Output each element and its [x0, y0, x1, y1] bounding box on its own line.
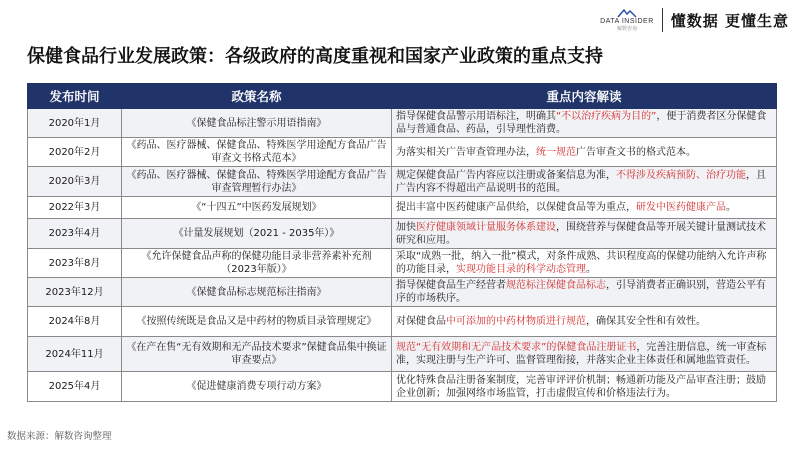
table-row [28, 197, 777, 219]
table-row [28, 337, 777, 372]
row-date: 2024年11月 [28, 337, 122, 372]
table-row [28, 219, 777, 249]
content-text: 。 [586, 264, 596, 275]
content-text: 采取“成熟一批，纳入一批”模式，对条件成熟、共识程度高的保健功能纳入允许声称的功能目录， [396, 251, 767, 275]
table-row [28, 138, 777, 167]
page-title: 保健食品行业发展政策：各级政府的高度重视和国家产业政策的重点支持 [27, 46, 603, 67]
highlighted-text: 医疗健康领域计量服务体系建设 [416, 221, 556, 233]
table-row [28, 167, 777, 197]
content-text: ，围绕营养与保健食品等开展关键计量测试技术研究和应用。 [396, 221, 766, 246]
content-text: 。 [726, 202, 736, 213]
row-date: 2023年8月 [28, 249, 122, 278]
row-key-content [392, 138, 777, 167]
slogan: 懂数据 更懂生意 [670, 11, 789, 30]
table-header-row [28, 84, 777, 109]
content-text: ，便于消费者区分保健食品与普通食品、药品，引导理性消费。 [396, 111, 767, 135]
content-text: ，且广告内容不得超出产品说明书的范围。 [396, 169, 766, 194]
header-brand [600, 4, 789, 36]
highlighted-text: 规范标注保健食品标志 [506, 280, 606, 291]
content-text: 对保健食品 [396, 316, 446, 327]
row-date: 2023年12月 [28, 278, 122, 307]
row-policy-name: 《药品、医疗器械、保健食品、特殊医学用途配方食品广告审查文书格式范本》 [122, 138, 392, 167]
row-date: 2023年4月 [28, 219, 122, 249]
row-policy-name: 《保健食品标志规范标注指南》 [122, 278, 392, 307]
logo-text-en: DATA INSIDER [600, 18, 654, 25]
row-policy-name: 《计量发展规划（2021 - 2035年）》 [122, 219, 392, 249]
content-text: ，完善注册信息，统一审查标准，实现注册与生产许可、监督管理衔接，并落实企业主体责任和属地监管责任。 [396, 342, 767, 366]
highlighted-text: 中可添加的中药材物质进行规范 [446, 316, 586, 327]
row-key-content [392, 109, 777, 138]
row-date: 2020年1月 [28, 109, 122, 138]
row-key-content [392, 337, 777, 372]
header-key-content: 重点内容解读 [392, 84, 777, 109]
row-policy-name: 《保健食品标注警示用语指南》 [122, 109, 392, 138]
highlighted-text: “不以治疗疾病为目的” [556, 111, 657, 122]
content-text: 指导保健食品生产经营者 [396, 280, 506, 291]
row-date: 2025年4月 [28, 372, 122, 402]
content-text: 提出丰富中医药健康产品供给，以保健食品等为重点， [396, 202, 636, 213]
row-key-content [392, 167, 777, 197]
row-date: 2024年8月 [28, 307, 122, 337]
row-key-content [392, 249, 777, 278]
row-key-content [392, 197, 777, 219]
table-row [28, 307, 777, 337]
row-date: 2020年2月 [28, 138, 122, 167]
content-text: 指导保健食品警示用语标注，明确其 [396, 111, 556, 122]
content-text: ，引导消费者正确识别，营造公平有序的市场秩序。 [396, 280, 766, 304]
row-policy-name: 《允许保健食品声称的保健功能目录非营养素补充剂（2023年版）》 [122, 249, 392, 278]
table-row [28, 278, 777, 307]
highlighted-text: 实现功能目录的科学动态管理 [456, 264, 586, 275]
content-text: ，确保其安全性和有效性。 [586, 316, 706, 327]
row-date: 2020年3月 [28, 167, 122, 197]
header-policy-name: 政策名称 [122, 84, 392, 109]
row-policy-name: 《在产在售“无有效期和无产品技术要求”保健食品集中换证审查要点》 [122, 337, 392, 372]
row-policy-name: 《按照传统既是食品又是中药材的物质目录管理规定》 [122, 307, 392, 337]
row-key-content [392, 372, 777, 402]
row-key-content [392, 307, 777, 337]
content-text: 规定保健食品广告内容应以注册或备案信息为准， [396, 169, 616, 181]
row-date: 2022年3月 [28, 197, 122, 219]
content-text: 加快 [396, 221, 416, 233]
highlighted-text: 不得涉及疾病预防、治疗功能 [616, 169, 746, 181]
row-key-content [392, 219, 777, 249]
content-text: 优化特殊食品注册备案制度，完善审评评价机制；畅通新功能及产品审查注册；鼓励企业创新；加强网络市场监管，打击虚假宣传和价格违法行为。 [396, 374, 766, 399]
logo-text-cn: 解数咨询 [616, 26, 637, 32]
row-policy-name: 《药品、医疗器械、保健食品、特殊医学用途配方食品广告审查管理暂行办法》 [122, 167, 392, 197]
header-date: 发布时间 [28, 84, 122, 109]
policy-table [27, 83, 777, 402]
content-text: 为落实相关广告审查管理办法， [396, 146, 536, 158]
table-row [28, 109, 777, 138]
table-row [28, 249, 777, 278]
logo-icon [616, 8, 638, 18]
logo-divider [662, 8, 663, 32]
data-source-note: 数据来源：解数咨询整理 [7, 431, 112, 442]
highlighted-text: 规范“无有效期和无产品技术要求”的保健食品注册证书 [396, 342, 637, 353]
row-key-content [392, 278, 777, 307]
row-policy-name: 《“十四五”中医药发展规划》 [122, 197, 392, 219]
table-row [28, 372, 777, 402]
brand-logo [600, 8, 654, 32]
row-policy-name: 《促进健康消费专项行动方案》 [122, 372, 392, 402]
content-text: 广告审查文书的格式范本。 [576, 146, 696, 158]
highlighted-text: 研发中医药健康产品 [636, 202, 726, 213]
highlighted-text: 统一规范 [536, 146, 576, 158]
